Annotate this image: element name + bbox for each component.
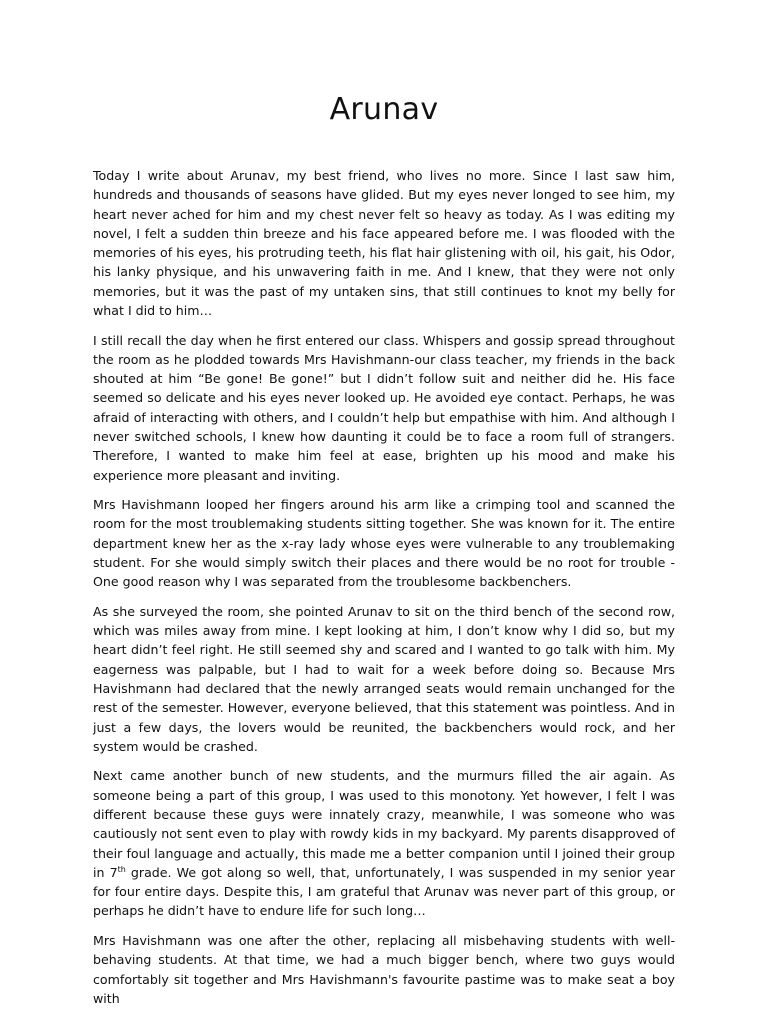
paragraph-6: Mrs Havishmann was one after the other, replacing all misbehaving students with well-behaving students. At that time, we had a much bigger bench, where two guys would comfortably sit together and Mrs Havishmann's favourite pastime was to make seat a boy with (93, 932, 675, 1006)
paragraph-2: I still recall the day when he first entered our class. Whispers and gossip spread throughout the room as he plodded towards Mrs Havishmann-our class teacher, my friends in the back shouted at him “Be gone! Be gone!” but I didn’t follow suit and neither did he. His face seemed so delicate and his eyes never looked up. He avoided eye contact. Perhaps, he was afraid of interacting with others, and I couldn’t help but empathise with him. And although I never switched schools, I knew how daunting it could be to face a room full of strangers. Therefore, I wanted to make him feel at ease, brighten up his mood and make his experience more pleasant and inviting. (93, 332, 675, 483)
paragraph-5-text-b: grade. We got along so well, that, unfortunately, I was suspended in my senior year for four entire days. Despite this, I am grateful that Arunav was never part of this group, or perhaps he didn’t have to endure life for such long… (93, 864, 675, 919)
paragraph-4: As she surveyed the room, she pointed Arunav to sit on the third bench of the second row, which was miles away from mine. I kept looking at him, I don’t know why I did so, but my heart didn’t feel right. He still seemed shy and scared and I wanted to go talk with him. My eagerness was palpable, but I had to wait for a week before doing so. Because Mrs Havishmann had declared that the newly arranged seats would remain unchanged for the rest of the semester. However, everyone believed, that this statement was pointless. And in just a few days, the lovers would be reunited, the backbenchers would rock, and her system would be crashed. (93, 603, 675, 754)
paragraph-5 (93, 766, 675, 920)
document-title: Arunav (329, 92, 439, 127)
document-page (93, 88, 675, 1018)
ordinal-superscript: th (117, 864, 126, 874)
paragraph-3: Mrs Havishmann looped her fingers around his arm like a crimping tool and scanned the room for the most troublemaking students sitting together. She was known for it. The entire department knew her as the x-ray lady whose eyes were vulnerable to any troublemaking student. For she would simply switch their places and there would be no root for trouble -One good reason why I was separated from the troublesome backbenchers. (93, 497, 675, 590)
paragraph-5-text-a: Next came another bunch of new students, and the murmurs filled the air again. As someone being a part of this group, I was used to this monotony. Yet however, I felt I was different because these guys were innately crazy, meanwhile, I was someone who was cautiously not sent even to play with rowdy kids in my backyard. My parents disapproved of their foul language and actually, this made me a better companion until I joined their group in 7 (93, 768, 675, 880)
paragraph-1: Today I write about Arunav, my best friend, who lives no more. Since I last saw him, hundreds and thousands of seasons have glided. But my eyes never longed to see him, my heart never ached for him and my chest never felt so heavy as today. As I was editing my novel, I felt a sudden thin breeze and his face appeared before me. I was flooded with the memories of his eyes, his protruding teeth, his flat hair glistening with oil, his gait, his Odor, his lanky physique, and his unwavering faith in me. And I knew, that they were not only memories, but it was the past of my untaken sins, that still continues to knot my belly for what I did to him… (93, 168, 675, 319)
